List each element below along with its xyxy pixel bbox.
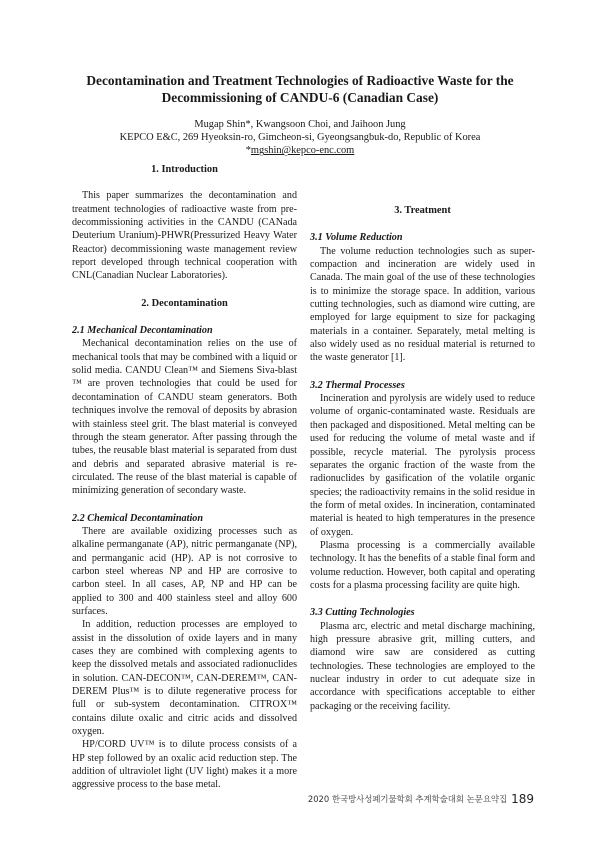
author-email-line bbox=[60, 144, 540, 157]
subsection-heading-chemical: 2.2 Chemical Decontamination bbox=[72, 512, 204, 524]
thermal-paragraph-2: Plasma processing is a commercially available technology. It has the benefits of a stable final form and volume reduction. However, both capital and operating costs for a plasma processing facility are quite high. bbox=[310, 539, 535, 591]
section-heading-treatment: 3. Treatment bbox=[394, 205, 451, 216]
author-affiliation: KEPCO E&C, 269 Hyeoksin-ro, Gimcheon-si, Gyeongsangbuk-do, Republic of Korea bbox=[119, 132, 481, 144]
title-line-2: Decommissioning of CANDU-6 (Canadian Case) bbox=[161, 90, 439, 105]
thermal-paragraph-1: Incineration and pyrolysis are widely used to reduce volume of organic-contaminated waste. Residuals are then packaged and dispositioned. Metal melting can be used for reducing the volume of metal waste and if possible, recycle material. The pyrolysis process separates the organic fraction of the waste from the radionuclides by gasification of the volatile organic species; the radioactivity remains in the solid residue in the form of metal oxides. In incineration, contaminated material is heated to high temperatures in the presence of oxygen. bbox=[310, 393, 535, 538]
right-column bbox=[310, 163, 535, 713]
section-heading-decontamination: 2. Decontamination bbox=[141, 297, 228, 309]
author-names: Mugap Shin*, Kwangsoon Choi, and Jaihoon Jung bbox=[194, 119, 406, 130]
subsection-heading-mechanical: 2.1 Mechanical Decontamination bbox=[72, 325, 213, 337]
footer-proceedings-title: 2020 한국방사성폐기물학회 추계학술대회 논문요약집 bbox=[307, 794, 508, 804]
title-line-1: Decontamination and Treatment Technologies of Radioactive Waste for the bbox=[86, 73, 514, 88]
cutting-paragraph: Plasma arc, electric and metal discharge machining, high pressure abrasive grit, milling cutters, and diamond wire saw are considered as cutting technologies. These technologies are employed to the nuclear industry in order to cut adequate size in accordance with specifications acceptable to either packaging or the receiving facility. bbox=[310, 620, 535, 712]
email-prefix: * bbox=[245, 145, 251, 157]
chemical-paragraph-3: HP/CORD UV™ is to dilute process consists of a HP step followed by an oxalic acid reduction step. The addition of ultraviolet light (UV light) makes it a more aggressive process to the base metal. bbox=[72, 739, 297, 791]
volume-reduction-paragraph: The volume reduction technologies such as super-compaction and incineration are widely used in Canada. The main goal of the use of these technologies is to minimize the storage space. In addition, various cutting technologies, such as diamond wire cutting, are employed for large equipment to size for packaging materials in a container. Separately, metal melting is also widely used as no residual material is returned to the waste generator [1]. bbox=[310, 245, 535, 364]
chemical-paragraph-1: There are available oxidizing processes such as alkaline permanganate (AP), nitric permanganate (NP), and permanganic acid (HP). AP is not corrosive to carbon steel whereas NP and HP are corrosive to carbon steel. In all cases, AP, NP and HP can be applied to 300 and 400 stainless steel and alloy 600 surfaces. bbox=[72, 525, 297, 617]
author-block bbox=[60, 118, 540, 158]
mechanical-paragraph: Mechanical decontamination relies on the use of mechanical tools that may be combined with a liquid or solid media. CANDU Clean™ and Siemens Siva-blast ™ are proven technologies that could be used for decontamination of CANDU steam generators. Both techniques involve the removal of deposits by abrasion with stainless steel grit. The blast material is conveyed through the steam generator. After passing through the tubes, the reusable blast material is separated from dust and debris and separated abrasive material is re-circulated. The reuse of the blast material is capable of minimizing generation of secondary waste. bbox=[72, 338, 297, 497]
paper-title bbox=[60, 72, 540, 106]
subsection-heading-cutting: 3.3 Cutting Technologies bbox=[310, 607, 415, 619]
left-column bbox=[72, 163, 297, 791]
page-footer bbox=[300, 792, 534, 806]
author-email-link[interactable]: mgshin@kepco-enc.com bbox=[250, 145, 355, 157]
chemical-paragraph-2: In addition, reduction processes are employed to assist in the dissolution of oxide layers and in many cases they are combined with complexing agents to keep the dissolved metals and associated radionuclides in solution. CAN-DECON™, CAN-DEREM™, CAN-DEREM Plus™ is to dilute regenerative process for full or sub-system decontamination. CITROX™ contains dilute oxalic and citric acids and dissolved oxygen. bbox=[72, 619, 297, 738]
subsection-heading-volume-reduction: 3.1 Volume Reduction bbox=[310, 232, 403, 244]
subsection-heading-thermal: 3.2 Thermal Processes bbox=[310, 379, 405, 391]
page-number: 189 bbox=[511, 792, 534, 806]
intro-paragraph: This paper summarizes the decontamination and treatment technologies of radioactive waste from pre-decommissioning activities in the CANDU (CANada Deuterium Uranium)-PHWR(Pressurized Heavy Water Reactor) decommissioning waste management review report developed through technical cooperation with CNL(Canadian Nuclear Laboratories). bbox=[72, 190, 297, 282]
section-heading-introduction: 1. Introduction bbox=[151, 164, 218, 175]
